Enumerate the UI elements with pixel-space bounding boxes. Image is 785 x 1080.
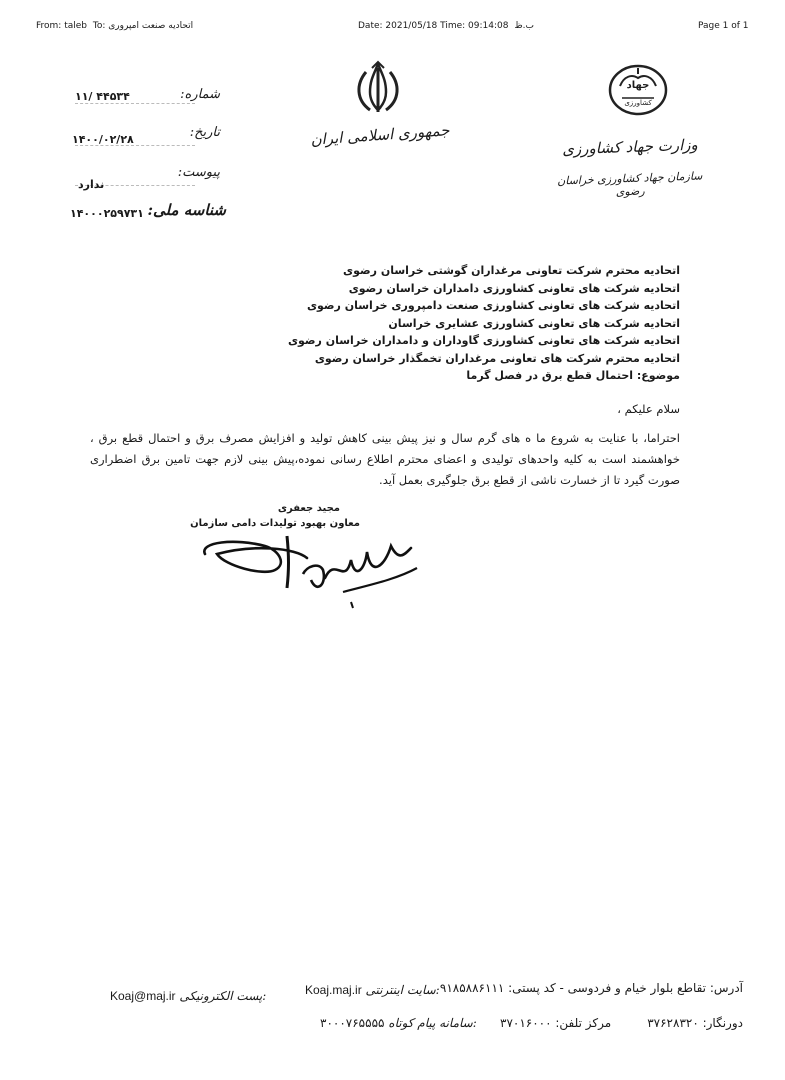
organization-name: سازمان جهاد کشاورزی خراسان رضوی xyxy=(556,169,703,199)
sms-value: ۳۰۰۰۷۶۵۵۵۵ xyxy=(320,1016,385,1030)
republic-name: جمهوری اسلامی ایران xyxy=(309,121,451,149)
footer-address: آدرس: تقاطع بلوار خیام و فردوسی - کد پستی: ۹۱۸۵۸۸۶۱۱۱ xyxy=(439,981,743,995)
logo-text-2: کشاورزی xyxy=(624,99,652,107)
website-label: سایت اینترنتی: xyxy=(365,983,440,997)
fax-datetime: Date: 2021/05/18 Time: 09:14:08 ب.ظ xyxy=(358,21,535,31)
ministry-logo xyxy=(606,64,670,120)
recipient-line: اتحادیه شرکت های تعاونی کشاورزی دامداران خراسان رضوی xyxy=(348,281,680,295)
ministry-name: وزارت جهاد کشاورزی xyxy=(561,135,699,159)
attachment-label: پیوست: xyxy=(177,165,220,180)
divider xyxy=(75,103,195,104)
greeting: سلام علیکم ، xyxy=(617,402,680,416)
recipient-list xyxy=(160,262,680,385)
attachment-value: ندارد xyxy=(78,178,105,191)
recipient-line: اتحادیه شرکت های تعاونی کشاورزی عشایری خراسان xyxy=(388,316,680,330)
national-id-label: شناسه ملی: xyxy=(147,201,226,219)
signature xyxy=(195,530,425,615)
recipient-line: اتحادیه شرکت های تعاونی کشاورزی گاوداران و دامداران خراسان رضوی xyxy=(287,334,680,347)
number-label: شماره: xyxy=(180,87,220,102)
email-value: Koaj@maj.ir xyxy=(110,989,176,1003)
date-label: تاریخ: xyxy=(189,125,220,140)
footer-email xyxy=(110,989,266,1003)
logo-text-1: جهاد xyxy=(626,80,650,91)
iran-emblem xyxy=(348,58,408,118)
fax-from: From: taleb To: اتحادیه صنعت امپروری xyxy=(36,21,194,31)
letter-body: احتراما، با عنایت به شروع ما ه های گرم سال و نیز پیش بینی کاهش تولید و افزایش مصرف برق و احتمال قطع برق ، خواهشمند است به کلیه واحدهای تولیدی و اعضای محترم اطلاع رسانی نموده،پیش بینی لازم جهت تامین برق اضطراری صورت گیرد تا از خسارت ناشی از قطع برق جلوگیری بعمل آید. xyxy=(90,431,680,487)
signatory-name: مجید جعفری xyxy=(277,503,340,514)
recipient-line: اتحادیه شرکت های تعاونی کشاورزی صنعت دامپروری خراسان رضوی xyxy=(306,299,680,312)
fax-page: Page 1 of 1 xyxy=(698,21,749,31)
letter-meta xyxy=(60,85,226,225)
footer-call-center: مرکز تلفن: ۳۷۰۱۶۰۰۰ xyxy=(500,1016,612,1030)
national-id-value: ۱۴۰۰۰۲۵۹۷۳۱ xyxy=(70,207,144,220)
footer-website xyxy=(305,983,440,997)
email-label: پست الکترونیکی: xyxy=(179,989,267,1003)
subject-line: موضوع: احتمال قطع برق در فصل گرما xyxy=(466,369,680,382)
sms-label: سامانه پیام کوتاه: xyxy=(388,1016,477,1030)
website-value: Koaj.maj.ir xyxy=(305,983,362,997)
recipient-line: اتحادیه محترم شرکت تعاونی مرغداران گوشتی خراسان رضوی xyxy=(343,264,680,277)
signatory-title: معاون بهبود تولیدات دامی سازمان xyxy=(190,518,360,529)
recipient-line: اتحادیه محترم شرکت های تعاونی مرغداران تخمگذار خراسان رضوی xyxy=(314,351,680,365)
date-value: ۱۴۰۰/۰۲/۲۸ xyxy=(72,133,134,146)
number-value: ۱۱/ ۴۴۵۳۴ xyxy=(75,90,130,103)
footer-fax: دورنگار: ۳۷۶۲۸۳۲۰ xyxy=(647,1016,743,1030)
footer-sms xyxy=(320,1016,477,1030)
